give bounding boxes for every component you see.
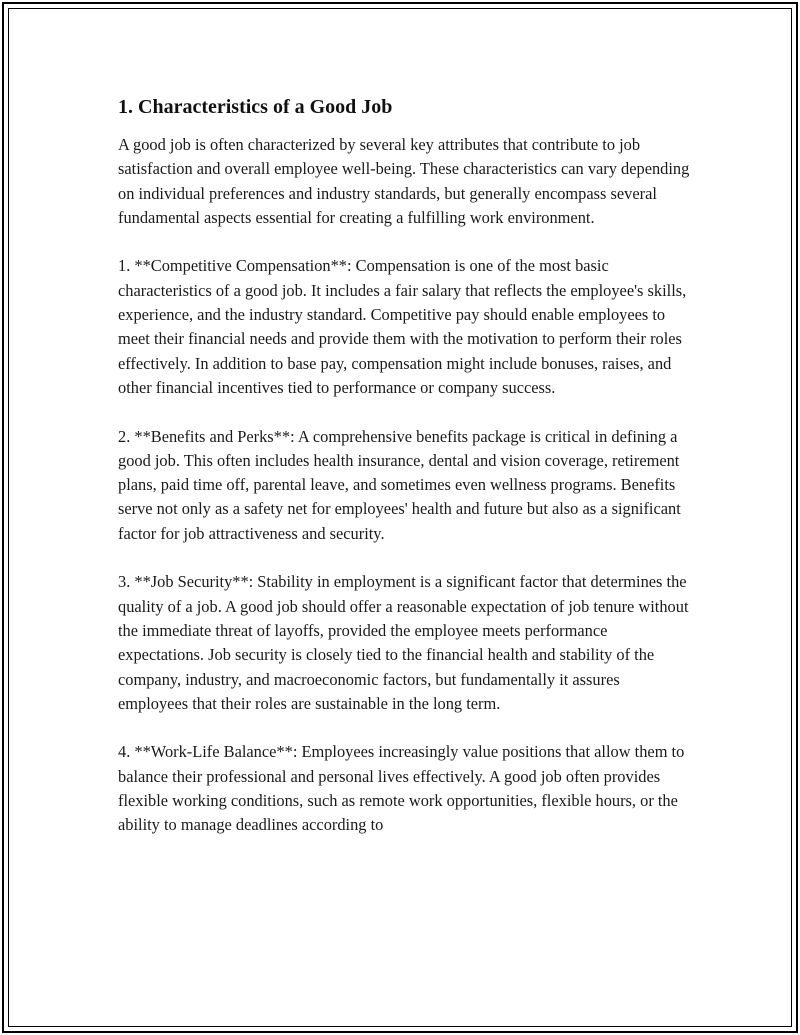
document-body [118, 94, 690, 862]
paragraph-work-life-balance: 4. **Work-Life Balance**: Employees increasingly value positions that allow them to balance their professional and personal lives effectively. A good job often provides flexible working conditions, such as remote work opportunities, flexible hours, or the ability to manage deadlines according to [118, 742, 685, 835]
paragraph-compensation: 1. **Competitive Compensation**: Compensation is one of the most basic characteristics of a good job. It includes a fair salary that reflects the employee's skills, experience, and the industry standard. Competitive pay should enable employees to meet their financial needs and provide them with the motivation to perform their roles effectively. In addition to base pay, compensation might include bonuses, raises, and other financial incentives tied to performance or company success. [118, 256, 687, 397]
paragraph-benefits: 2. **Benefits and Perks**: A comprehensive benefits package is critical in defining a good job. This often includes health insurance, dental and vision coverage, retirement plans, paid time off, parental leave, and sometimes even wellness programs. Benefits serve not only as a safety net for employees' health and future but also as a significant factor for job attractiveness and security. [118, 426, 681, 543]
paragraph-job-security: 3. **Job Security**: Stability in employment is a significant factor that determines the quality of a job. A good job should offer a reasonable expectation of job tenure without the immediate threat of layoffs, provided the employee meets performance expectations. Job security is closely tied to the financial health and stability of the company, industry, and macroeconomic factors, but fundamentally it assures employees that their roles are sustainable in the long term. [118, 572, 689, 713]
section-heading: 1. Characteristics of a Good Job [118, 96, 393, 118]
intro-paragraph: A good job is often characterized by several key attributes that contribute to job satisfaction and overall employee well-being. These characteristics can vary depending on individual preferences and industry standards, but generally encompass several fundamental aspects essential for creating a fulfilling work environment. [118, 135, 690, 227]
